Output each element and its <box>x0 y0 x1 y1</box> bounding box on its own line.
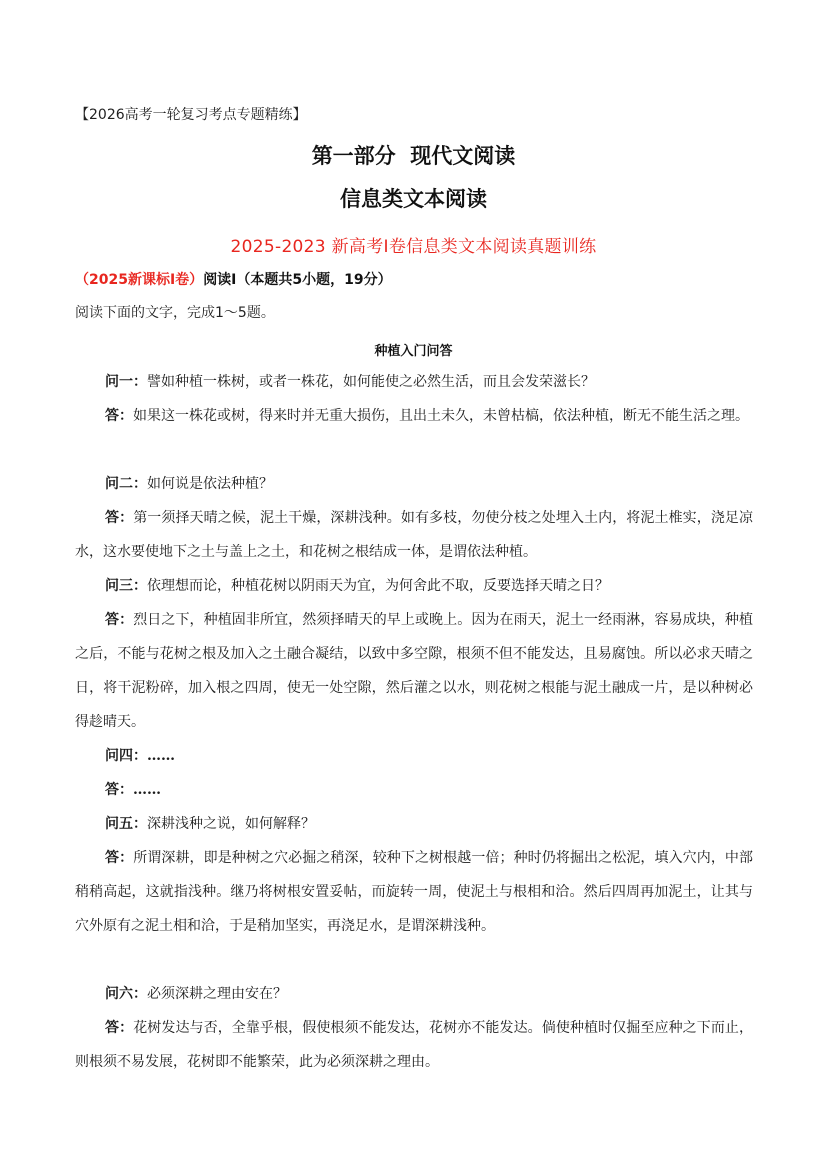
answer-text: …… <box>133 782 161 798</box>
sub-title: 信息类文本阅读 <box>340 187 487 211</box>
article-title: 种植入门问答 <box>374 344 453 359</box>
section-label: 阅读Ⅰ（本题共5小题，19分） <box>203 272 392 288</box>
answer-4 <box>75 773 753 807</box>
answer-text: 如果这一株花或树，得来时并无重大损伤，且出土未久，未曾枯槁，依法种植，断无不能生活之理。 <box>133 408 749 424</box>
section-heading <box>75 269 392 289</box>
answer-label: 答： <box>105 408 133 424</box>
answer-text: 第一须择天晴之候，泥土干燥，深耕浅种。如有多枝，勿使分枝之处埋入土内，将泥土椎实，浇足凉水，这水要使地下之土与盖上之土，和花树之根结成一体，是谓依法种植。 <box>75 510 754 560</box>
answer-text: 烈日之下，种植固非所宜，然须择晴天的早上或晚上。因为在雨天，泥土一经雨淋，容易成块，种植之后，不能与花树之根及加入之土融合凝结，以致中多空隙，根须不但不能发达，且易腐蚀。所以必求天晴之日，将干泥粉碎，加入根之四周，使无一处空隙，然后灌之以水，则花树之根能与泥土融成一片，是以种树必得趁晴天。 <box>75 612 754 730</box>
instruction-text: 阅读下面的文字，完成1～5题。 <box>75 305 275 321</box>
question-5 <box>75 807 753 841</box>
question-text: 依理想而论，种植花树以阴雨天为宜，为何舍此不取，反要选择天晴之日？ <box>147 578 609 594</box>
section-source: （2025新课标Ⅰ卷） <box>75 272 204 288</box>
question-label: 问一： <box>105 374 147 390</box>
question-text: 深耕浅种之说，如何解释？ <box>147 816 315 832</box>
question-label: 问四： <box>105 748 147 764</box>
answer-5 <box>75 841 753 943</box>
answer-label: 答： <box>105 782 133 798</box>
question-text: 必须深耕之理由安在？ <box>147 986 287 1002</box>
answer-label: 答： <box>105 510 134 526</box>
part-title: 第一部分 现代文阅读 <box>311 144 516 168</box>
question-text: 如何说是依法种植？ <box>147 476 273 492</box>
answer-6 <box>75 1011 753 1079</box>
answer-label: 答： <box>105 612 134 628</box>
header-tag: 【2026高考一轮复习考点专题精练】 <box>75 107 307 123</box>
question-3 <box>75 569 753 603</box>
answer-label: 答： <box>105 1020 134 1036</box>
question-label: 问五： <box>105 816 147 832</box>
answer-1 <box>75 399 753 433</box>
answer-2 <box>75 501 753 569</box>
question-label: 问三： <box>105 578 147 594</box>
answer-text: 花树发达与否，全靠乎根，假使根须不能发达，花树亦不能发达。倘使种植时仅掘至应种之下而止，则根须不易发展，花树即不能繁荣，此为必须深耕之理由。 <box>75 1020 754 1070</box>
answer-text: 所谓深耕，即是种树之穴必掘之稍深，较种下之树根越一倍；种时仍将掘出之松泥，填入穴内，中部稍稍高起，这就指浅种。继乃将树根安置妥帖，而旋转一周，使泥土与根相和洽。然后四周再加泥土，让其与穴外原有之泥土相和洽，于是稍加坚实，再浇足水，是谓深耕浅种。 <box>75 850 754 934</box>
answer-3 <box>75 603 753 739</box>
answer-label: 答： <box>105 850 134 866</box>
question-label: 问六： <box>105 986 147 1002</box>
red-title: 2025-2023 新高考Ⅰ卷信息类文本阅读真题训练 <box>230 237 597 257</box>
question-2 <box>75 467 753 501</box>
question-6 <box>75 977 753 1011</box>
question-text: 譬如种植一株树，或者一株花，如何能使之必然生活，而且会发荣滋长？ <box>147 374 595 390</box>
question-4 <box>75 739 753 773</box>
question-1 <box>75 365 753 399</box>
question-text: …… <box>147 748 175 764</box>
question-label: 问二： <box>105 476 147 492</box>
